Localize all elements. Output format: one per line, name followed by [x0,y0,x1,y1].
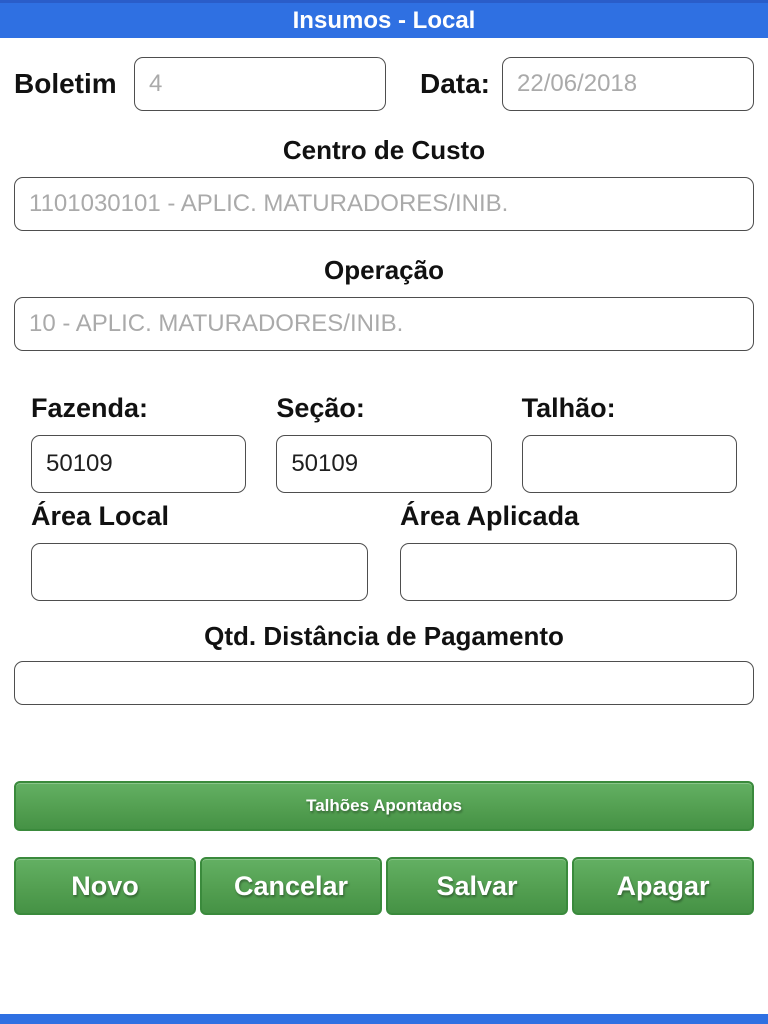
centro-de-custo-input[interactable] [14,177,754,231]
apagar-button[interactable]: Apagar [572,857,754,915]
area-aplicada-label: Área Aplicada [400,501,580,531]
form-content [0,38,768,915]
area-local-input[interactable] [31,543,368,601]
area-aplicada-input[interactable] [400,543,737,601]
talhao-input[interactable] [522,435,737,493]
talhao-label: Talhão: [521,393,616,423]
cancelar-button[interactable]: Cancelar [200,857,382,915]
fazenda-secao-talhao-inputs [14,435,754,493]
data-label: Data: [419,68,490,99]
qtd-distancia-label: Qtd. Distância de Pagamento [204,621,564,651]
data-input[interactable] [502,57,754,111]
qtd-distancia-input[interactable] [14,661,754,705]
secao-input[interactable] [276,435,491,493]
area-labels [14,501,754,543]
area-local-label: Área Local [31,501,170,531]
fazenda-input[interactable] [31,435,246,493]
fazenda-label: Fazenda: [31,393,149,423]
novo-button[interactable]: Novo [14,857,196,915]
centro-de-custo-label: Centro de Custo [282,135,486,165]
operacao-label: Operação [324,255,444,285]
area-inputs [14,543,754,601]
talhoes-apontados-button[interactable]: Talhões Apontados [14,781,754,831]
operacao-input[interactable] [14,297,754,351]
bottom-accent-bar [0,1014,768,1024]
boletim-input[interactable] [134,57,386,111]
action-buttons-row [14,857,754,915]
secao-label: Seção: [276,393,365,423]
boletim-label: Boletim [14,68,117,99]
page-title: Insumos - Local [292,6,476,34]
boletim-data-row [14,57,754,111]
salvar-button[interactable]: Salvar [386,857,568,915]
fazenda-secao-talhao-labels [14,393,754,435]
app-header [0,3,768,38]
